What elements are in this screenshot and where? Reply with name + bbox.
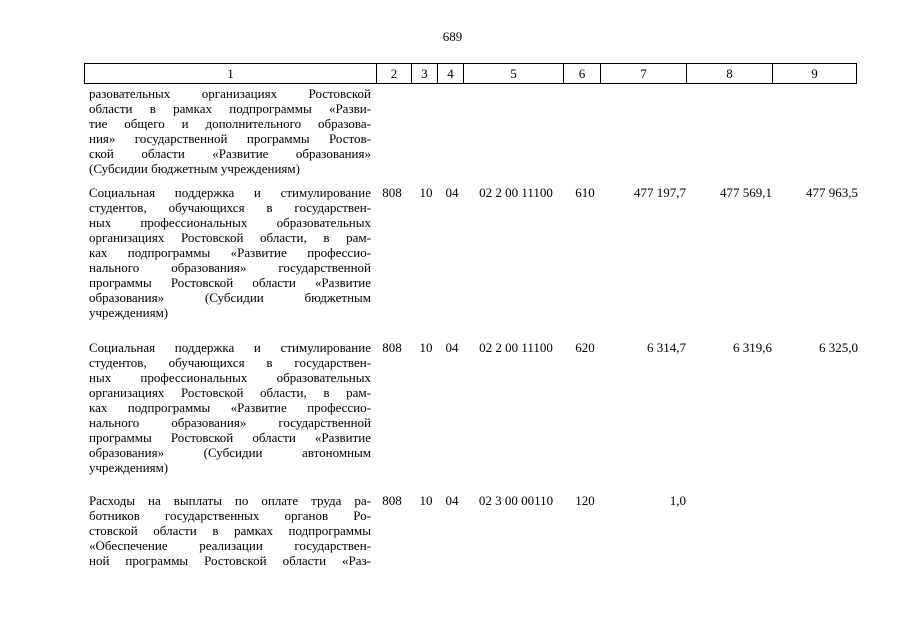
page-number: 689 bbox=[442, 29, 463, 44]
row-description bbox=[89, 185, 371, 320]
description-line: тие общего и дополнительного образова- bbox=[89, 116, 371, 131]
cell-expense-type: 120 bbox=[575, 493, 595, 508]
header-col-5: 5 bbox=[463, 64, 563, 83]
row-description bbox=[89, 86, 371, 176]
header-col-3: 3 bbox=[411, 64, 437, 83]
cell-amount-8: 6 319,6 bbox=[733, 340, 772, 355]
header-col-6: 6 bbox=[563, 64, 600, 83]
cell-ministry-code: 808 bbox=[382, 493, 402, 508]
cell-subsection: 04 bbox=[445, 185, 459, 200]
description-line: ния» государственной программы Ростов- bbox=[89, 131, 371, 146]
description-line: Социальная поддержка и стимулирование bbox=[89, 185, 371, 200]
description-line: ках подпрограммы «Развитие профессио- bbox=[89, 245, 371, 260]
description-line: образования» (Субсидии бюджетным bbox=[89, 290, 371, 305]
header-col-2: 2 bbox=[376, 64, 411, 83]
cell-subsection: 04 bbox=[445, 340, 459, 355]
description-line: студентов, обучающихся в государствен- bbox=[89, 200, 371, 215]
cell-amount-7: 6 314,7 bbox=[647, 340, 686, 355]
cell-target-article: 02 3 00 00110 bbox=[478, 493, 554, 508]
header-col-8: 8 bbox=[686, 64, 772, 83]
description-line: стовской области в рамках подпрограммы bbox=[89, 523, 371, 538]
description-line: (Субсидии бюджетным учреждениям) bbox=[89, 161, 300, 176]
table-header bbox=[84, 63, 857, 84]
description-line: ботников государственных органов Ро- bbox=[89, 508, 371, 523]
description-line: разовательных организациях Ростовской bbox=[89, 86, 371, 101]
cell-amount-8: 477 569,1 bbox=[720, 185, 772, 200]
description-line: ской области «Развитие образования» bbox=[89, 146, 371, 161]
description-line: ной программы Ростовской области «Раз- bbox=[89, 553, 371, 568]
header-col-1: 1 bbox=[227, 66, 234, 81]
description-line: ках подпрограммы «Развитие профессио- bbox=[89, 400, 371, 415]
cell-section: 10 bbox=[419, 493, 433, 508]
description-line: «Обеспечение реализации государствен- bbox=[89, 538, 371, 553]
description-line: Социальная поддержка и стимулирование bbox=[89, 340, 371, 355]
header-col-4: 4 bbox=[437, 64, 463, 83]
cell-subsection: 04 bbox=[445, 493, 459, 508]
cell-expense-type: 620 bbox=[575, 340, 595, 355]
cell-amount-9: 477 963,5 bbox=[806, 185, 858, 200]
description-line: студентов, обучающихся в государствен- bbox=[89, 355, 371, 370]
cell-section: 10 bbox=[419, 185, 433, 200]
header-col-9: 9 bbox=[772, 64, 856, 83]
description-line: ных профессиональных образовательных bbox=[89, 370, 371, 385]
row-description bbox=[89, 493, 371, 568]
cell-ministry-code: 808 bbox=[382, 340, 402, 355]
description-line: нального образования» государственной bbox=[89, 415, 371, 430]
cell-section: 10 bbox=[419, 340, 433, 355]
cell-target-article: 02 2 00 11100 bbox=[479, 340, 553, 355]
description-line: организациях Ростовской области, в рам- bbox=[89, 385, 371, 400]
description-line: учреждениям) bbox=[89, 460, 169, 475]
cell-ministry-code: 808 bbox=[382, 185, 402, 200]
description-line: программы Ростовской области «Развитие bbox=[89, 430, 371, 445]
description-line: образования» (Субсидии автономным bbox=[89, 445, 371, 460]
description-line: Расходы на выплаты по оплате труда ра- bbox=[89, 493, 371, 508]
description-line: области в рамках подпрограммы «Разви- bbox=[89, 101, 371, 116]
description-line: нального образования» государственной bbox=[89, 260, 371, 275]
row-description bbox=[89, 340, 371, 475]
cell-expense-type: 610 bbox=[575, 185, 595, 200]
cell-amount-7: 477 197,7 bbox=[634, 185, 686, 200]
cell-target-article: 02 2 00 11100 bbox=[479, 185, 553, 200]
header-col-7: 7 bbox=[600, 64, 686, 83]
cell-amount-7: 1,0 bbox=[669, 493, 686, 508]
cell-amount-9: 6 325,0 bbox=[819, 340, 858, 355]
description-line: программы Ростовской области «Развитие bbox=[89, 275, 371, 290]
description-line: организациях Ростовской области, в рам- bbox=[89, 230, 371, 245]
description-line: ных профессиональных образовательных bbox=[89, 215, 371, 230]
description-line: учреждениям) bbox=[89, 305, 169, 320]
